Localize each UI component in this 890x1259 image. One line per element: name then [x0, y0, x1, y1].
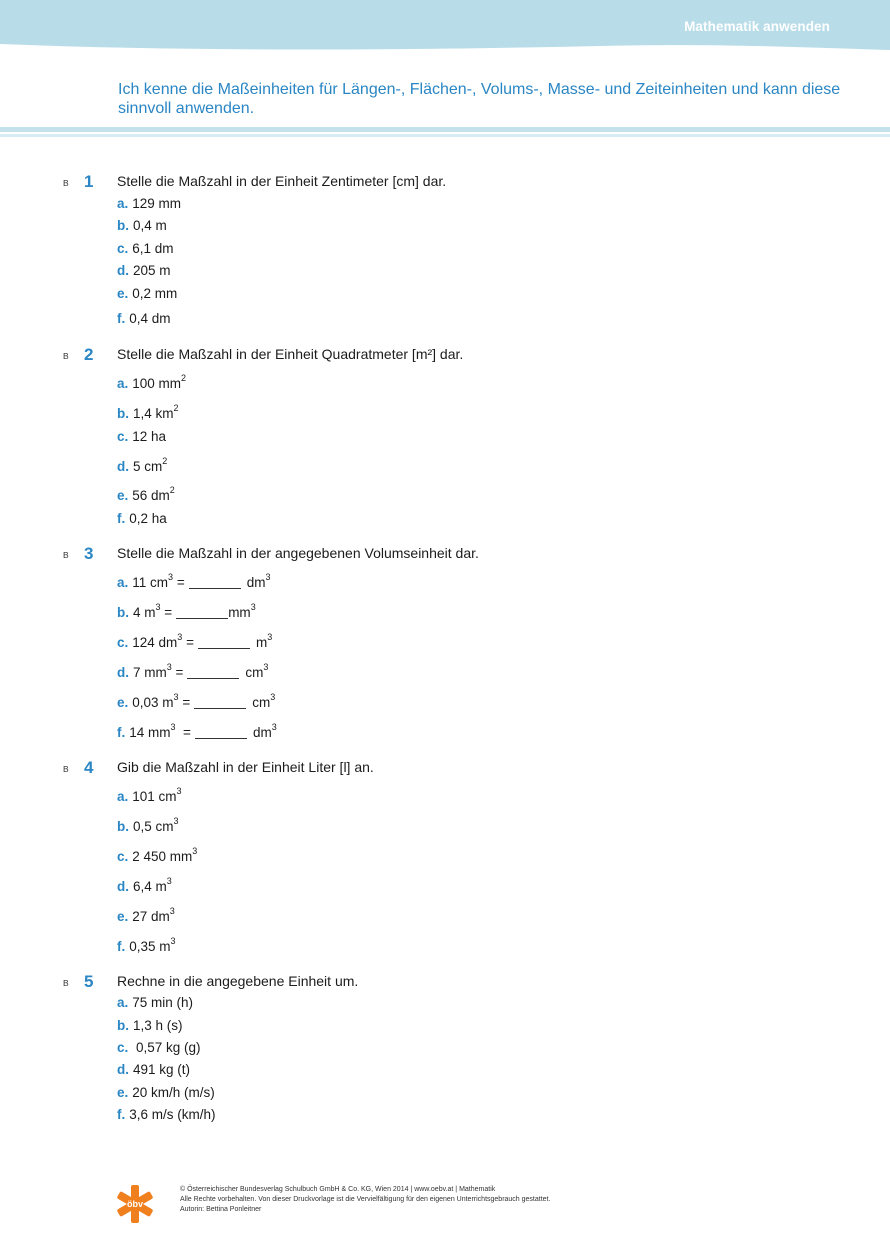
item-letter: f. [117, 511, 126, 526]
item-letter: a. [117, 575, 129, 590]
exercise-number: 3 [84, 544, 94, 563]
exercise-item [117, 286, 177, 301]
exercise-instruction: Stelle die Maßzahl in der Einheit Zentimeter [cm] dar. [117, 173, 447, 189]
item-value: 124 dm [132, 635, 178, 650]
exercise-number: 1 [84, 172, 94, 191]
exercise-item [117, 196, 181, 211]
item-value: 11 cm [132, 575, 169, 590]
target-exponent: 3 [263, 662, 269, 672]
item-exponent: 3 [169, 906, 175, 916]
exercise-number: 2 [84, 345, 94, 364]
exercise-item [117, 1107, 216, 1122]
exercise-level: B [63, 550, 69, 560]
item-exponent: 3 [192, 846, 198, 856]
answer-blank[interactable] [194, 696, 246, 709]
item-exponent: 3 [176, 786, 182, 796]
item-exponent: 3 [155, 602, 161, 612]
item-letter: d. [117, 459, 129, 474]
target-unit: dm [246, 575, 266, 590]
item-value: 0,4 m [133, 218, 167, 233]
item-value: 1,3 h (s) [133, 1018, 183, 1033]
item-value: 56 dm [132, 488, 170, 503]
equals-sign: = [186, 635, 194, 650]
answer-blank[interactable] [189, 576, 241, 589]
answer-blank[interactable] [176, 606, 228, 619]
exercise-item [117, 722, 277, 740]
target-exponent: 3 [267, 632, 273, 642]
item-value: 0,2 ha [129, 511, 167, 526]
learning-goal: Ich kenne die Maßeinheiten für Längen-, Flächen-, Volums-, Masse- und Zeiteinheiten und kann diese sinnvoll anwenden. [118, 81, 841, 117]
exercise-number: 5 [84, 972, 94, 991]
item-value: 3,6 m/s (km/h) [129, 1107, 216, 1122]
item-value: 0,03 m [132, 695, 174, 710]
footer-copyright [180, 1185, 550, 1215]
exercise-item [117, 373, 187, 391]
equals-sign: = [182, 695, 191, 710]
exercise-item [117, 218, 167, 233]
exercise-level: B [63, 178, 69, 188]
item-letter: a. [117, 995, 129, 1010]
item-value: 7 mm [133, 665, 167, 680]
exercise-instruction: Stelle die Maßzahl in der angegebenen Volumseinheit dar. [117, 545, 479, 561]
answer-blank[interactable] [187, 666, 239, 679]
item-value: 2 450 mm [132, 849, 193, 864]
item-value: 101 cm [132, 789, 177, 804]
exercise-item [117, 1085, 215, 1100]
equals-sign: = [183, 725, 191, 740]
answer-blank[interactable] [195, 726, 247, 739]
exercise-level: B [63, 764, 69, 774]
exercise-item [117, 485, 175, 503]
target-unit: mm [228, 605, 251, 620]
footer-line: Alle Rechte vorbehalten. Von dieser Druckvorlage ist die Vervielfältigung für den eigenen Unterrichtsgebrauch gestattet. [180, 1196, 551, 1203]
exercise-item [117, 1062, 190, 1077]
item-letter: d. [117, 263, 129, 278]
exercise-item [117, 1040, 201, 1055]
exercise-instruction: Gib die Maßzahl in der Einheit Liter [l] an. [117, 759, 374, 775]
item-value: 0,2 mm [132, 286, 178, 301]
item-exponent: 3 [166, 876, 172, 886]
footer-line: © Österreichischer Bundesverlag Schulbuch GmbH & Co. KG, Wien 2014 | www.oebv.at | Mathematik [180, 1186, 496, 1193]
item-exponent: 3 [168, 572, 174, 582]
exercise-item [117, 632, 273, 650]
item-value: 0,35 m [129, 939, 171, 954]
item-letter: a. [117, 789, 129, 804]
divider-stripe-thin [0, 134, 890, 137]
item-value: 5 cm [133, 459, 163, 474]
target-unit: cm [245, 665, 264, 680]
item-value: 0,4 dm [129, 311, 171, 326]
exercise-item [117, 263, 171, 278]
item-value: 20 km/h (m/s) [132, 1085, 215, 1100]
exercise-item [117, 692, 276, 710]
answer-blank[interactable] [198, 636, 250, 649]
exercise-item [117, 906, 175, 924]
item-value: 6,4 m [133, 879, 167, 894]
item-value: 491 kg (t) [133, 1062, 191, 1077]
item-letter: c. [117, 849, 129, 864]
item-value: 1,4 km [133, 406, 174, 421]
item-exponent: 2 [173, 403, 179, 413]
item-value: 14 mm [129, 725, 171, 740]
item-exponent: 3 [170, 936, 176, 946]
item-exponent: 2 [162, 456, 168, 466]
equals-sign: = [175, 665, 184, 680]
item-letter: d. [117, 1062, 129, 1077]
item-exponent: 2 [169, 485, 175, 495]
item-letter: b. [117, 218, 129, 233]
divider-stripe [0, 127, 890, 132]
item-exponent: 3 [166, 662, 172, 672]
exercise-item [117, 936, 176, 954]
exercise-instruction: Rechne in die angegebene Einheit um. [117, 973, 359, 989]
item-exponent: 3 [173, 692, 179, 702]
item-exponent: 3 [177, 632, 183, 642]
item-exponent: 3 [170, 722, 176, 732]
item-letter: d. [117, 665, 129, 680]
exercise-item [117, 786, 182, 804]
target-exponent: 3 [250, 602, 256, 612]
exercise-item [117, 241, 174, 256]
item-value: 129 mm [132, 196, 182, 211]
item-letter: a. [117, 196, 129, 211]
item-letter: f. [117, 725, 126, 740]
item-letter: e. [117, 488, 129, 503]
exercise-item [117, 311, 171, 326]
target-exponent: 3 [270, 692, 276, 702]
exercise-item [117, 456, 168, 474]
exercise-item [117, 995, 193, 1010]
item-value: 75 min (h) [132, 995, 194, 1010]
item-letter: b. [117, 406, 129, 421]
exercise-item [117, 846, 198, 864]
item-letter: e. [117, 695, 129, 710]
footer-line: Autorin: Bettina Ponleitner [180, 1206, 262, 1213]
oebv-logo-icon [116, 1185, 154, 1223]
exercise-item [117, 572, 271, 590]
item-letter: c. [117, 241, 129, 256]
exercise-level: B [63, 978, 69, 988]
item-letter: b. [117, 1018, 129, 1033]
item-value: 0,5 cm [133, 819, 174, 834]
item-value: 27 dm [132, 909, 170, 924]
item-value: 0,57 kg (g) [132, 1040, 201, 1055]
item-letter: b. [117, 605, 129, 620]
equals-sign: = [164, 605, 173, 620]
publisher-logo [116, 1185, 154, 1228]
header-title: Mathematik anwenden [684, 19, 830, 34]
item-exponent: 3 [173, 816, 179, 826]
item-letter: f. [117, 939, 126, 954]
item-exponent: 2 [181, 373, 187, 383]
target-exponent: 3 [271, 722, 277, 732]
exercise-item [117, 876, 172, 894]
item-value: 205 m [133, 263, 171, 278]
item-letter: f. [117, 311, 126, 326]
exercise-item [117, 662, 269, 680]
item-letter: d. [117, 879, 129, 894]
item-letter: c. [117, 635, 129, 650]
exercise-item [117, 429, 166, 444]
item-value: 12 ha [132, 429, 167, 444]
equals-sign: = [176, 575, 185, 590]
item-letter: c. [117, 429, 129, 444]
target-unit: dm [252, 725, 272, 740]
exercise-item [117, 816, 179, 834]
item-value: 6,1 dm [132, 241, 174, 256]
exercise-item [117, 1018, 183, 1033]
target-unit: cm [252, 695, 271, 710]
exercise-instruction: Stelle die Maßzahl in der Einheit Quadratmeter [m²] dar. [117, 346, 464, 362]
item-letter: f. [117, 1107, 126, 1122]
item-letter: c. [117, 1040, 129, 1055]
target-exponent: 3 [265, 572, 271, 582]
item-letter: a. [117, 376, 129, 391]
exercise-item [117, 602, 256, 620]
exercise-number: 4 [84, 758, 94, 777]
target-unit: m [255, 635, 268, 650]
item-letter: e. [117, 286, 129, 301]
exercise-level: B [63, 351, 69, 361]
item-letter: e. [117, 1085, 129, 1100]
item-value: 100 mm [132, 376, 182, 391]
item-letter: e. [117, 909, 129, 924]
item-value: 4 m [133, 605, 156, 620]
logo-text: öbv [126, 1199, 144, 1209]
item-letter: b. [117, 819, 129, 834]
exercise-item [117, 403, 179, 421]
exercise-item [117, 511, 167, 526]
